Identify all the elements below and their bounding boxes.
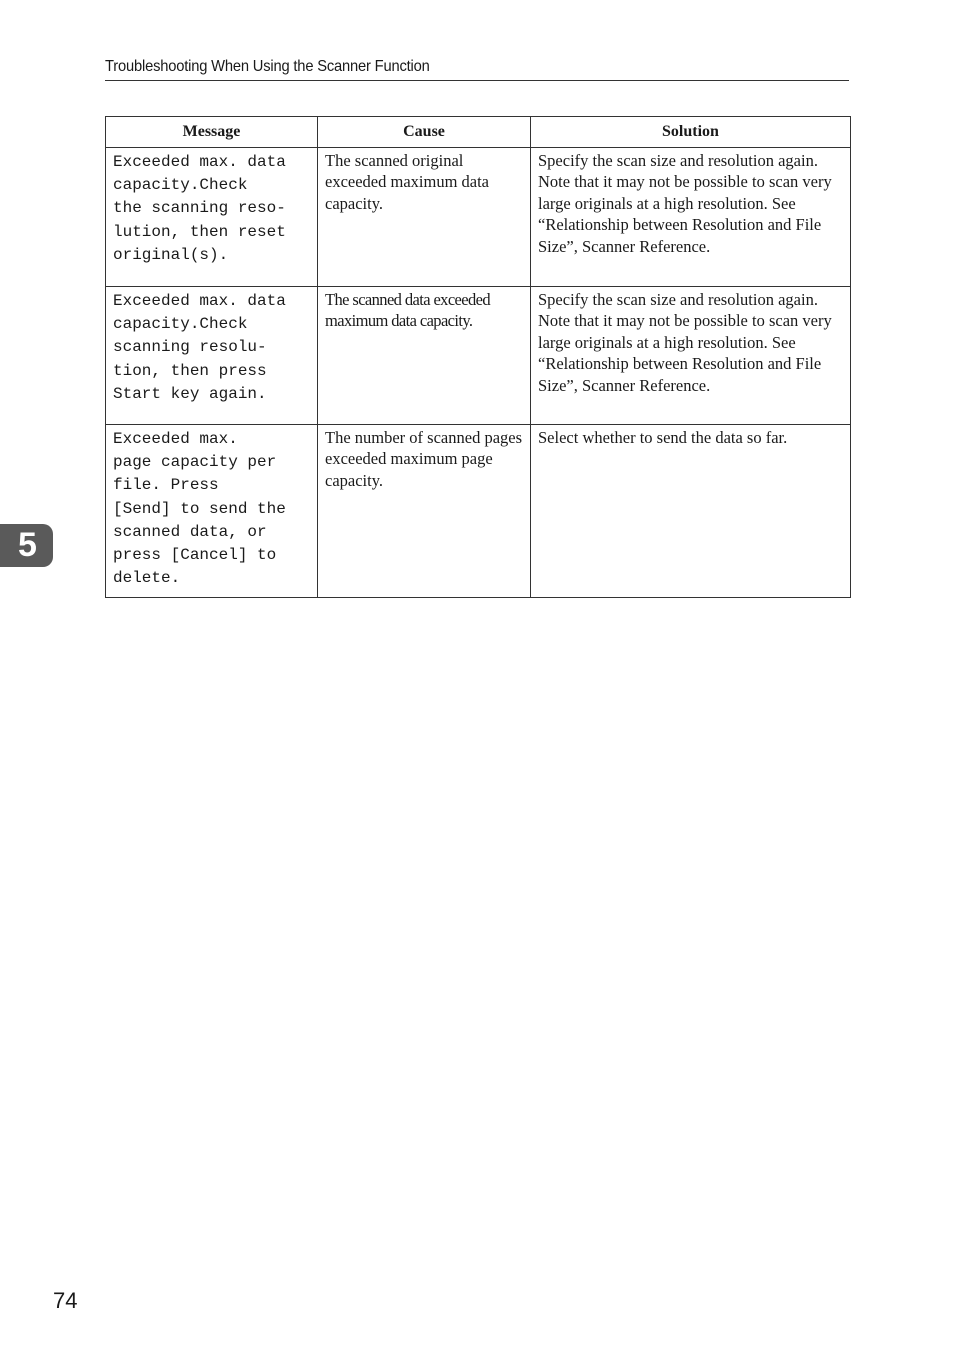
message-cell: Exceeded max. data capacity.Check scanning resolu- tion, then press Start key again. [106, 287, 318, 425]
running-header [105, 56, 849, 81]
table-row [106, 425, 851, 598]
message-cell: Exceeded max. page capacity per file. Press [Send] to send the scanned data, or press [Cancel] to delete. [106, 425, 318, 598]
cause-cell: The number of scanned pages exceeded maximum page capacity. [318, 425, 531, 598]
cause-cell: The scanned original exceeded maximum data capacity. [318, 148, 531, 287]
solution-cell: Specify the scan size and resolution again. Note that it may not be possible to scan very large originals at a high resolution. See “Relationship between Resolution and File Size”, Scanner Reference. [531, 287, 851, 425]
troubleshooting-table [105, 116, 851, 598]
chapter-number: 5 [18, 526, 37, 564]
running-header-title: Troubleshooting When Using the Scanner Function [105, 58, 430, 75]
table-row [106, 287, 851, 425]
solution-cell: Select whether to send the data so far. [531, 425, 851, 598]
solution-cell: Specify the scan size and resolution again. Note that it may not be possible to scan very large originals at a high resolution. See “Relationship between Resolution and File Size”, Scanner Reference. [531, 148, 851, 287]
column-header-solution: Solution [531, 117, 851, 148]
cause-cell: The scanned data exceeded maximum data capacity. [325, 290, 491, 331]
table-header-row [106, 117, 851, 148]
message-cell: Exceeded max. data capacity.Check the scanning reso- lution, then reset original(s). [106, 148, 318, 287]
chapter-tab [0, 524, 53, 567]
column-header-cause: Cause [318, 117, 531, 148]
page-number: 74 [53, 1288, 78, 1313]
table-row [106, 148, 851, 287]
column-header-message: Message [106, 117, 318, 148]
cause-cell-wrapper [318, 287, 531, 425]
